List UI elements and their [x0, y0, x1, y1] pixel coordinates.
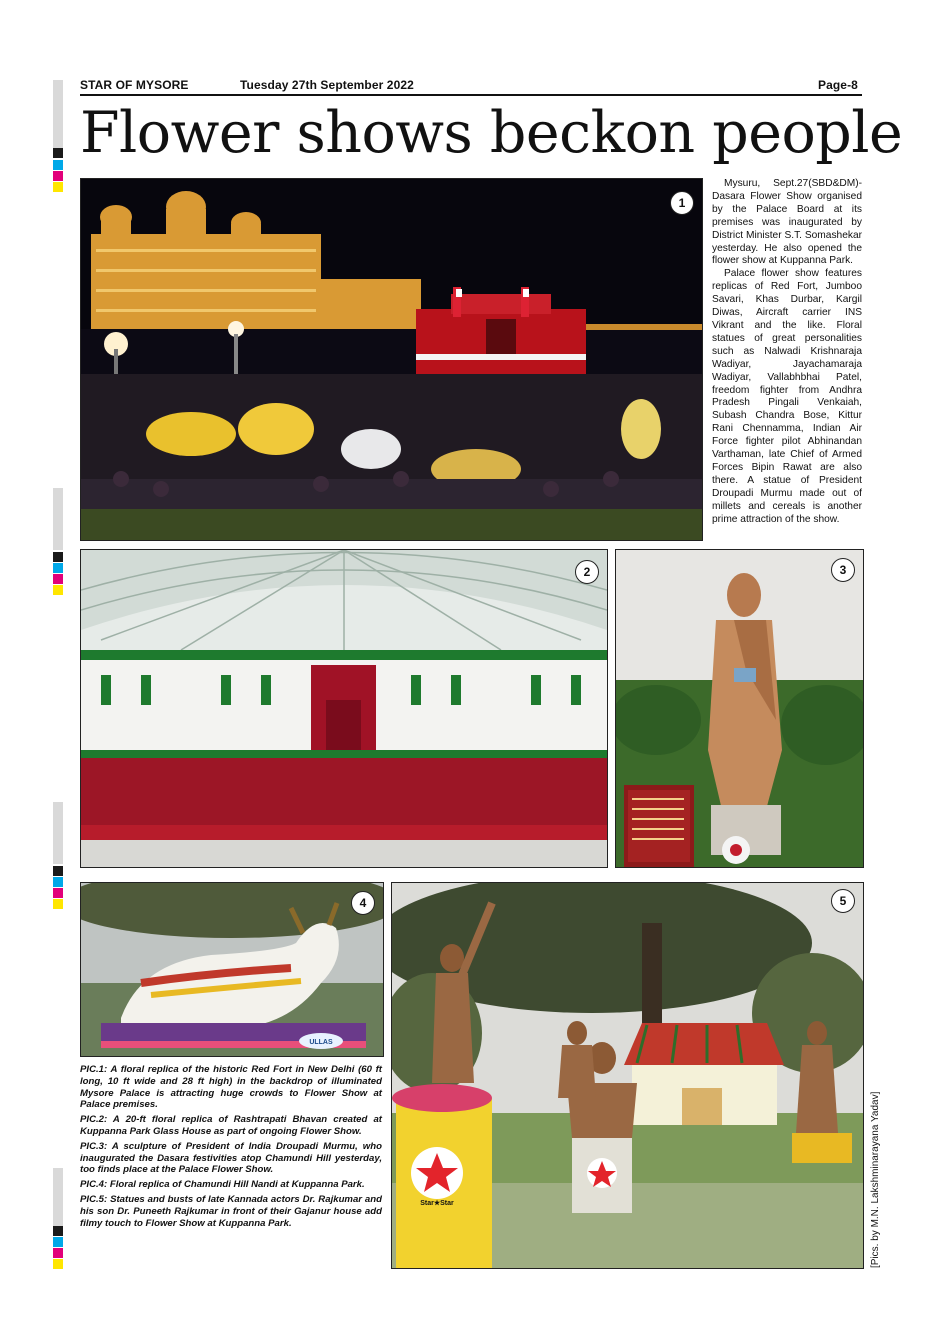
photo-2-rashtrapati-bhavan	[80, 549, 608, 868]
story-paragraph: Mysuru, Sept.27(SBD&DM)- Dasara Flower Show organised by the Palace Board at its premises was inaugurated by District Minister S.T. Somashekar yesterday. He also opened the flower show at Kuppanna Park.	[712, 178, 863, 267]
photo-4-nandi-replica	[80, 882, 384, 1057]
caption-pic-2: PIC.2: A 20-ft floral replica of Rashtrapati Bhavan created at Kuppanna Park Glass House as part of ongoing Flower Show.	[80, 1114, 382, 1137]
photo-number-badge: 2	[575, 560, 599, 584]
issue-date: Tuesday 27th September 2022	[240, 78, 414, 92]
photo-credit: [Pics. by M.N. Lakshminarayana Yadav]	[870, 1091, 881, 1268]
headline: Flower shows beckon people	[80, 100, 903, 166]
photo-number-badge: 5	[831, 889, 855, 913]
photo-3-murmu-sculpture	[615, 549, 864, 868]
registration-black	[53, 552, 63, 562]
registration-yellow	[53, 585, 63, 595]
ullas-banner: ULLAS	[309, 1039, 333, 1046]
photo-number-badge: 3	[831, 558, 855, 582]
caption-pic-5: PIC.5: Statues and busts of late Kannada actors Dr. Rajkumar and his son Dr. Puneeth Rajkumar in front of their Gajanur house add filmy touch to Flower Show at Kuppanna Park.	[80, 1193, 382, 1229]
registration-bar	[53, 802, 63, 864]
registration-yellow	[53, 1259, 63, 1269]
photo-1-palace-red-fort	[80, 178, 703, 541]
header-rule	[80, 94, 862, 96]
registration-bar	[53, 80, 63, 148]
registration-yellow	[53, 899, 63, 909]
photo-number-badge: 4	[351, 891, 375, 915]
registration-bar	[53, 1168, 63, 1226]
registration-black	[53, 148, 63, 158]
registration-magenta	[53, 1248, 63, 1258]
registration-cyan	[53, 563, 63, 573]
story-paragraph: Palace flower show features replicas of Red Fort, Jumboo Savari, Khas Durbar, Kargil Diwas, Aircraft carrier INS Vikrant and the like. Floral statues of great personalities such as Nalwadi Krishnaraja Wadiyar, Jayachamaraja Wadiyar, Vallabhbhai Patel, freedom fighter from Andhra Pradesh Pingali Venkaiah, Subash Chandra Bose, Kittur Rani Chennamma, Indian Air Force fighter pilot Abhinandan Varthaman, late Chief of Armed Forces Bipin Rawat are also there. A statue of President Droupadi Murmu made out of millets and cereals is another prime attraction of the show.	[712, 268, 862, 525]
registration-magenta	[53, 574, 63, 584]
registration-black	[53, 866, 63, 876]
registration-cyan	[53, 160, 63, 170]
registration-bar	[53, 488, 63, 550]
photo-captions	[80, 1064, 382, 1232]
caption-pic-4: PIC.4: Floral replica of Chamundi Hill Nandi at Kuppanna Park.	[80, 1179, 365, 1191]
registration-cyan	[53, 1237, 63, 1247]
caption-pic-3: PIC.3: A sculpture of President of India Droupadi Murmu, who inaugurated the Dasara festivities atop Chamundi Hill yesterday, too finds place at the Palace Flower Show.	[80, 1140, 382, 1176]
newspaper-name: STAR OF MYSORE	[80, 78, 189, 92]
photo-5-rajkumar-statues	[391, 882, 864, 1269]
registration-cyan	[53, 877, 63, 887]
registration-magenta	[53, 171, 63, 181]
logo-text: Star★Star	[420, 1200, 454, 1207]
caption-pic-1: PIC.1: A floral replica of the historic Red Fort in New Delhi (60 ft long, 10 ft wide and 28 ft high) in the backdrop of illuminated Mysore Palace is attracting huge crowds to Flower Show at Palace premises.	[80, 1064, 382, 1111]
registration-yellow	[53, 182, 63, 192]
story-body	[712, 178, 862, 526]
registration-black	[53, 1226, 63, 1236]
photo-number-badge: 1	[670, 191, 694, 215]
page-number: Page-8	[818, 78, 858, 92]
registration-magenta	[53, 888, 63, 898]
